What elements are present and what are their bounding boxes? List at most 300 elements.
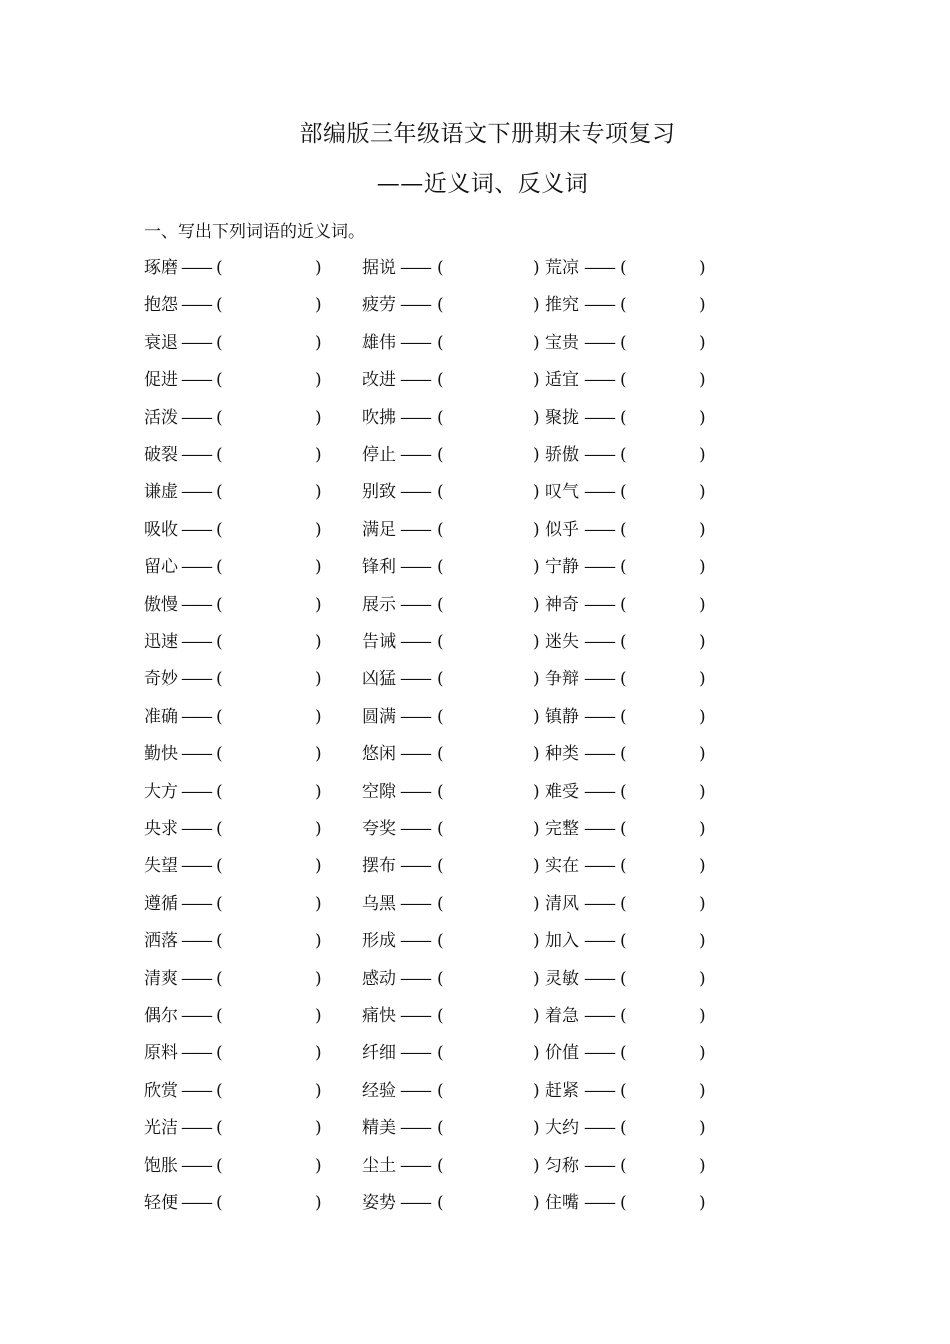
answer-blank-close: ) — [533, 669, 540, 690]
exercise-row — [0, 777, 950, 807]
dash-separator: —— — [400, 407, 430, 428]
answer-blank-open[interactable]: ( — [437, 856, 444, 877]
answer-blank-open[interactable]: ( — [437, 1118, 444, 1139]
answer-blank-close: ) — [699, 332, 706, 353]
answer-blank-open[interactable]: ( — [620, 295, 627, 316]
prompt-word: 乌黑 — [362, 893, 396, 914]
answer-blank-close: ) — [699, 632, 706, 652]
prompt-word: 清爽 — [144, 968, 178, 989]
answer-blank-open[interactable]: ( — [620, 258, 627, 278]
answer-blank-close: ) — [315, 856, 322, 877]
exercise-row — [0, 1113, 950, 1143]
answer-blank-open[interactable]: ( — [437, 407, 444, 428]
dash-separator: —— — [181, 1080, 211, 1101]
dash-separator: —— — [181, 1006, 211, 1026]
answer-blank-open[interactable]: ( — [216, 1155, 223, 1176]
answer-blank-close: ) — [533, 482, 540, 503]
answer-blank-open[interactable]: ( — [216, 781, 223, 802]
answer-blank-open[interactable]: ( — [437, 1006, 444, 1026]
answer-blank-open[interactable]: ( — [437, 931, 444, 952]
answer-blank-open[interactable]: ( — [216, 968, 223, 989]
answer-blank-close: ) — [315, 482, 322, 503]
prompt-word: 停止 — [362, 445, 396, 465]
prompt-word: 宁静 — [545, 557, 579, 578]
exercise-row — [0, 440, 950, 470]
prompt-word: 尘土 — [362, 1155, 396, 1176]
answer-blank-close: ) — [533, 819, 540, 839]
answer-blank-open[interactable]: ( — [216, 407, 223, 428]
exercise-row — [0, 964, 950, 994]
answer-blank-close: ) — [533, 258, 540, 278]
prompt-word: 加入 — [545, 931, 579, 952]
answer-blank-open[interactable]: ( — [216, 1006, 223, 1026]
answer-blank-close: ) — [699, 519, 706, 540]
answer-blank-close: ) — [699, 1118, 706, 1139]
answer-blank-close: ) — [699, 1193, 706, 1213]
dash-separator: —— — [584, 856, 614, 877]
answer-blank-close: ) — [699, 744, 706, 765]
prompt-word: 镇静 — [545, 706, 579, 727]
answer-blank-open[interactable]: ( — [620, 968, 627, 989]
answer-blank-open[interactable]: ( — [216, 931, 223, 952]
exercise-row — [0, 851, 950, 881]
answer-blank-open[interactable]: ( — [437, 332, 444, 353]
answer-blank-close: ) — [315, 706, 322, 727]
answer-blank-close: ) — [533, 1006, 540, 1026]
prompt-word: 经验 — [362, 1080, 396, 1101]
prompt-word: 姿势 — [362, 1193, 396, 1213]
answer-blank-open[interactable]: ( — [620, 1080, 627, 1101]
exercise-row — [0, 1151, 950, 1181]
prompt-word: 破裂 — [144, 445, 178, 465]
dash-separator: —— — [400, 931, 430, 952]
dash-separator: —— — [584, 893, 614, 914]
answer-blank-close: ) — [699, 557, 706, 578]
answer-blank-open[interactable]: ( — [437, 632, 444, 652]
answer-blank-open[interactable]: ( — [620, 819, 627, 839]
dash-separator: —— — [400, 1193, 430, 1213]
answer-blank-open[interactable]: ( — [620, 482, 627, 503]
prompt-word: 准确 — [144, 706, 178, 727]
answer-blank-open[interactable]: ( — [216, 519, 223, 540]
answer-blank-open[interactable]: ( — [216, 482, 223, 503]
prompt-word: 难受 — [545, 781, 579, 802]
dash-separator: —— — [584, 1155, 614, 1176]
dash-separator: —— — [400, 1155, 430, 1176]
prompt-word: 勤快 — [144, 744, 178, 765]
exercise-row — [0, 889, 950, 919]
dash-separator: —— — [584, 332, 614, 353]
answer-blank-open[interactable]: ( — [437, 1080, 444, 1101]
answer-blank-open[interactable]: ( — [620, 744, 627, 765]
prompt-word: 遵循 — [144, 893, 178, 914]
answer-blank-open[interactable]: ( — [437, 594, 444, 615]
dash-separator: —— — [181, 1043, 211, 1064]
dash-separator: —— — [181, 781, 211, 802]
answer-blank-open[interactable]: ( — [216, 819, 223, 839]
prompt-word: 宝贵 — [545, 332, 579, 353]
answer-blank-close: ) — [699, 819, 706, 839]
answer-blank-close: ) — [315, 1193, 322, 1213]
answer-blank-close: ) — [315, 819, 322, 839]
answer-blank-close: ) — [533, 632, 540, 652]
answer-blank-close: ) — [315, 445, 322, 465]
prompt-word: 似乎 — [545, 519, 579, 540]
answer-blank-open[interactable]: ( — [216, 1080, 223, 1101]
exercise-row — [0, 403, 950, 433]
answer-blank-open[interactable]: ( — [216, 669, 223, 690]
answer-blank-open[interactable]: ( — [216, 295, 223, 316]
answer-blank-open[interactable]: ( — [620, 519, 627, 540]
prompt-word: 大约 — [545, 1118, 579, 1139]
answer-blank-close: ) — [533, 931, 540, 952]
prompt-word: 别致 — [362, 482, 396, 503]
answer-blank-open[interactable]: ( — [216, 706, 223, 727]
dash-separator: —— — [181, 968, 211, 989]
answer-blank-close: ) — [533, 519, 540, 540]
answer-blank-open[interactable]: ( — [620, 781, 627, 802]
prompt-word: 叹气 — [545, 482, 579, 503]
prompt-word: 精美 — [362, 1118, 396, 1139]
dash-separator: —— — [181, 819, 211, 839]
dash-separator: —— — [584, 482, 614, 503]
answer-blank-close: ) — [533, 370, 540, 391]
answer-blank-open[interactable]: ( — [437, 968, 444, 989]
answer-blank-close: ) — [699, 781, 706, 802]
prompt-word: 悠闲 — [362, 744, 396, 765]
prompt-word: 痛快 — [362, 1006, 396, 1026]
answer-blank-open[interactable]: ( — [437, 669, 444, 690]
prompt-word: 告诫 — [362, 632, 396, 652]
answer-blank-open[interactable]: ( — [620, 332, 627, 353]
answer-blank-open[interactable]: ( — [620, 1043, 627, 1064]
dash-separator: —— — [400, 332, 430, 353]
prompt-word: 展示 — [362, 594, 396, 615]
exercise-row — [0, 253, 950, 283]
prompt-word: 谦虚 — [144, 482, 178, 503]
prompt-word: 傲慢 — [144, 594, 178, 615]
answer-blank-close: ) — [315, 557, 322, 578]
answer-blank-close: ) — [533, 1043, 540, 1064]
answer-blank-close: ) — [533, 332, 540, 353]
answer-blank-close: ) — [533, 407, 540, 428]
dash-separator: —— — [181, 332, 211, 353]
prompt-word: 形成 — [362, 931, 396, 952]
prompt-word: 促进 — [144, 370, 178, 391]
dash-separator: —— — [584, 706, 614, 727]
section-heading: 一、写出下列词语的近义词。 — [144, 222, 365, 242]
prompt-word: 灵敏 — [545, 968, 579, 989]
prompt-word: 赶紧 — [545, 1080, 579, 1101]
prompt-word: 饱胀 — [144, 1155, 178, 1176]
exercise-row — [0, 1038, 950, 1068]
prompt-word: 留心 — [144, 557, 178, 578]
dash-separator: —— — [181, 744, 211, 765]
answer-blank-open[interactable]: ( — [620, 632, 627, 652]
answer-blank-close: ) — [533, 1193, 540, 1213]
answer-blank-close: ) — [315, 931, 322, 952]
dash-separator: —— — [181, 370, 211, 391]
prompt-word: 神奇 — [545, 594, 579, 615]
prompt-word: 凶猛 — [362, 669, 396, 690]
dash-separator: —— — [584, 931, 614, 952]
dash-separator: —— — [181, 931, 211, 952]
answer-blank-open[interactable]: ( — [620, 893, 627, 914]
answer-blank-close: ) — [699, 1006, 706, 1026]
answer-blank-close: ) — [533, 295, 540, 316]
dash-separator: —— — [181, 445, 211, 465]
prompt-word: 圆满 — [362, 706, 396, 727]
dash-separator: —— — [584, 407, 614, 428]
exercise-row — [0, 627, 950, 657]
prompt-word: 吸收 — [144, 519, 178, 540]
answer-blank-open[interactable]: ( — [620, 856, 627, 877]
dash-separator: —— — [181, 519, 211, 540]
dash-separator: —— — [584, 1193, 614, 1213]
dash-separator: —— — [584, 295, 614, 316]
dash-separator: —— — [181, 706, 211, 727]
prompt-word: 抱怨 — [144, 295, 178, 316]
prompt-word: 骄傲 — [545, 445, 579, 465]
answer-blank-open[interactable]: ( — [620, 370, 627, 391]
prompt-word: 洒落 — [144, 931, 178, 952]
answer-blank-open[interactable]: ( — [437, 557, 444, 578]
answer-blank-close: ) — [315, 1006, 322, 1026]
answer-blank-open[interactable]: ( — [620, 557, 627, 578]
dash-separator: —— — [584, 557, 614, 578]
answer-blank-open[interactable]: ( — [437, 258, 444, 278]
dash-separator: —— — [400, 370, 430, 391]
answer-blank-close: ) — [315, 1043, 322, 1064]
answer-blank-open[interactable]: ( — [620, 407, 627, 428]
answer-blank-close: ) — [699, 931, 706, 952]
answer-blank-open[interactable]: ( — [620, 445, 627, 465]
answer-blank-close: ) — [699, 1043, 706, 1064]
answer-blank-close: ) — [533, 557, 540, 578]
prompt-word: 实在 — [545, 856, 579, 877]
dash-separator: —— — [181, 632, 211, 652]
prompt-word: 推究 — [545, 295, 579, 316]
prompt-word: 匀称 — [545, 1155, 579, 1176]
dash-separator: —— — [584, 1080, 614, 1101]
answer-blank-close: ) — [315, 594, 322, 615]
answer-blank-close: ) — [699, 706, 706, 727]
dash-separator: —— — [584, 1043, 614, 1064]
dash-separator: —— — [400, 632, 430, 652]
answer-blank-open[interactable]: ( — [437, 1043, 444, 1064]
answer-blank-open[interactable]: ( — [620, 594, 627, 615]
answer-blank-close: ) — [699, 445, 706, 465]
dash-separator: —— — [584, 669, 614, 690]
dash-separator: —— — [400, 669, 430, 690]
page-subtitle: ——近义词、反义词 — [376, 171, 589, 197]
answer-blank-open[interactable]: ( — [620, 706, 627, 727]
answer-blank-close: ) — [315, 968, 322, 989]
exercise-row — [0, 664, 950, 694]
answer-blank-open[interactable]: ( — [216, 445, 223, 465]
prompt-word: 完整 — [545, 819, 579, 839]
answer-blank-open[interactable]: ( — [216, 258, 223, 278]
answer-blank-open[interactable]: ( — [437, 744, 444, 765]
answer-blank-open[interactable]: ( — [437, 295, 444, 316]
prompt-word: 琢磨 — [144, 258, 178, 278]
dash-separator: —— — [400, 594, 430, 615]
answer-blank-open[interactable]: ( — [620, 1006, 627, 1026]
prompt-word: 迷失 — [545, 632, 579, 652]
answer-blank-open[interactable]: ( — [437, 819, 444, 839]
prompt-word: 光洁 — [144, 1118, 178, 1139]
dash-separator: —— — [400, 893, 430, 914]
prompt-word: 原料 — [144, 1043, 178, 1064]
answer-blank-close: ) — [533, 1118, 540, 1139]
prompt-word: 吹拂 — [362, 407, 396, 428]
answer-blank-close: ) — [533, 856, 540, 877]
prompt-word: 夸奖 — [362, 819, 396, 839]
prompt-word: 失望 — [144, 856, 178, 877]
dash-separator: —— — [584, 445, 614, 465]
exercise-row — [0, 365, 950, 395]
dash-separator: —— — [400, 482, 430, 503]
prompt-word: 据说 — [362, 258, 396, 278]
answer-blank-open[interactable]: ( — [216, 744, 223, 765]
answer-blank-close: ) — [533, 744, 540, 765]
answer-blank-close: ) — [315, 1118, 322, 1139]
prompt-word: 衰退 — [144, 332, 178, 353]
exercise-row — [0, 552, 950, 582]
dash-separator: —— — [181, 258, 211, 278]
prompt-word: 锋利 — [362, 557, 396, 578]
prompt-word: 疲劳 — [362, 295, 396, 316]
dash-separator: —— — [400, 1043, 430, 1064]
dash-separator: —— — [181, 295, 211, 316]
prompt-word: 央求 — [144, 819, 178, 839]
exercise-row — [0, 1001, 950, 1031]
answer-blank-close: ) — [533, 445, 540, 465]
prompt-word: 空隙 — [362, 781, 396, 802]
prompt-word: 活泼 — [144, 407, 178, 428]
answer-blank-close: ) — [699, 856, 706, 877]
answer-blank-open[interactable]: ( — [437, 482, 444, 503]
answer-blank-close: ) — [699, 258, 706, 278]
dash-separator: —— — [400, 744, 430, 765]
exercise-row — [0, 328, 950, 358]
dash-separator: —— — [181, 482, 211, 503]
answer-blank-open[interactable]: ( — [437, 781, 444, 802]
answer-blank-open[interactable]: ( — [216, 332, 223, 353]
answer-blank-close: ) — [533, 594, 540, 615]
prompt-word: 价值 — [545, 1043, 579, 1064]
answer-blank-open[interactable]: ( — [620, 669, 627, 690]
answer-blank-open[interactable]: ( — [216, 1118, 223, 1139]
exercise-row — [0, 702, 950, 732]
answer-blank-open[interactable]: ( — [216, 370, 223, 391]
answer-blank-close: ) — [533, 893, 540, 914]
dash-separator: —— — [400, 445, 430, 465]
answer-blank-open[interactable]: ( — [437, 706, 444, 727]
answer-blank-close: ) — [533, 1155, 540, 1176]
dash-separator: —— — [181, 669, 211, 690]
answer-blank-close: ) — [315, 295, 322, 316]
prompt-word: 感动 — [362, 968, 396, 989]
dash-separator: —— — [181, 594, 211, 615]
exercise-row — [0, 739, 950, 769]
answer-blank-open[interactable]: ( — [216, 1043, 223, 1064]
answer-blank-open[interactable]: ( — [437, 519, 444, 540]
answer-blank-open[interactable]: ( — [216, 1193, 223, 1213]
answer-blank-open[interactable]: ( — [216, 856, 223, 877]
answer-blank-open[interactable]: ( — [437, 445, 444, 465]
dash-separator: —— — [181, 1155, 211, 1176]
prompt-word: 聚拢 — [545, 407, 579, 428]
dash-separator: —— — [584, 1118, 614, 1139]
dash-separator: —— — [181, 1193, 211, 1213]
answer-blank-open[interactable]: ( — [216, 632, 223, 652]
answer-blank-open[interactable]: ( — [620, 1118, 627, 1139]
answer-blank-close: ) — [699, 669, 706, 690]
answer-blank-close: ) — [699, 1080, 706, 1101]
dash-separator: —— — [400, 295, 430, 316]
answer-blank-close: ) — [699, 370, 706, 391]
answer-blank-open[interactable]: ( — [437, 1155, 444, 1176]
answer-blank-open[interactable]: ( — [620, 1155, 627, 1176]
answer-blank-open[interactable]: ( — [437, 370, 444, 391]
answer-blank-open[interactable]: ( — [216, 594, 223, 615]
answer-blank-open[interactable]: ( — [216, 893, 223, 914]
dash-separator: —— — [584, 968, 614, 989]
answer-blank-open[interactable]: ( — [620, 931, 627, 952]
answer-blank-open[interactable]: ( — [437, 893, 444, 914]
answer-blank-close: ) — [315, 893, 322, 914]
prompt-word: 大方 — [144, 781, 178, 802]
answer-blank-close: ) — [699, 893, 706, 914]
exercise-row — [0, 926, 950, 956]
answer-blank-close: ) — [533, 968, 540, 989]
prompt-word: 奇妙 — [144, 669, 178, 690]
prompt-word: 雄伟 — [362, 332, 396, 353]
dash-separator: —— — [400, 968, 430, 989]
prompt-word: 摆布 — [362, 856, 396, 877]
answer-blank-open[interactable]: ( — [216, 557, 223, 578]
answer-blank-close: ) — [533, 781, 540, 802]
answer-blank-close: ) — [315, 332, 322, 353]
answer-blank-close: ) — [315, 258, 322, 278]
answer-blank-close: ) — [699, 1155, 706, 1176]
answer-blank-close: ) — [699, 482, 706, 503]
exercise-row — [0, 1188, 950, 1218]
dash-separator: —— — [400, 819, 430, 839]
answer-blank-close: ) — [315, 370, 322, 391]
answer-blank-close: ) — [315, 407, 322, 428]
exercise-row — [0, 290, 950, 320]
dash-separator: —— — [584, 1006, 614, 1026]
prompt-word: 住嘴 — [545, 1193, 579, 1213]
prompt-word: 迅速 — [144, 632, 178, 652]
answer-blank-close: ) — [699, 968, 706, 989]
dash-separator: —— — [584, 819, 614, 839]
answer-blank-close: ) — [315, 632, 322, 652]
dash-separator: —— — [584, 258, 614, 278]
answer-blank-close: ) — [315, 519, 322, 540]
dash-separator: —— — [400, 1118, 430, 1139]
answer-blank-close: ) — [315, 1155, 322, 1176]
prompt-word: 纤细 — [362, 1043, 396, 1064]
answer-blank-open[interactable]: ( — [620, 1193, 627, 1213]
dash-separator: —— — [584, 632, 614, 652]
answer-blank-open[interactable]: ( — [437, 1193, 444, 1213]
answer-blank-close: ) — [533, 706, 540, 727]
answer-blank-close: ) — [315, 669, 322, 690]
prompt-word: 着急 — [545, 1006, 579, 1026]
